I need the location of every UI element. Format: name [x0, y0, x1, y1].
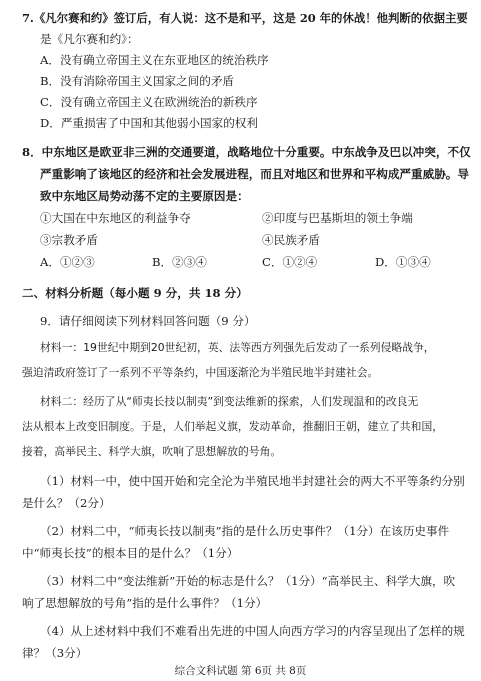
page-footer: 综合文科试题 第 6页 共 8页 — [174, 665, 307, 677]
sub4-line2: 律？（3分） — [22, 646, 88, 660]
sub2-line2: 中“师夷长技”的根本目的是什么？（1分） — [22, 546, 239, 560]
q7-stem-line2: 是《凡尔赛和约》： — [40, 32, 139, 46]
sub3-line2: 响了思想解放的号角”指的是什么事件？（1分） — [22, 596, 268, 610]
material1-line1: 材料一：19世纪中期到20世纪初，英、法等西方列强先后发动了一系列侵略战争， — [40, 341, 435, 354]
q7-stem-line1: 7.《凡尔赛和约》签订后，有人说：这不是和平，这是 20 年的休战！他判断的依据主要 — [22, 11, 468, 25]
q7-option-a: A．没有确立帝国主义在东亚地区的统治秩序 — [40, 53, 269, 67]
sub2-line1: （2）材料二中，“师夷长技以制夷”指的是什么历史事件？（1分）在该历史事件 — [40, 524, 450, 538]
q8-stem-line1: 8．中东地区是欧亚非三洲的交通要道，战略地位十分重要。中东战争及巴以冲突，不仅 — [22, 145, 471, 159]
q8-item-4: ④民族矛盾 — [262, 233, 320, 247]
q8-item-2: ②印度与巴基斯坦的领土争端 — [262, 211, 413, 225]
q8-choice-a: A．①②③ — [40, 255, 95, 269]
material2-line3: 接着，高举民主、科学大旗，吹响了思想解放的号角。 — [22, 445, 282, 458]
sub1-line2: 是什么？（2分） — [22, 496, 111, 510]
sub3-line1: （3）材料二中“变法维新”开始的标志是什么？（1分）“高举民主、科学大旗，吹 — [40, 574, 456, 588]
material2-line1: 材料二：经历了从“师夷长技以制夷”到变法维新的探索，人们发现温和的改良无 — [40, 395, 419, 408]
q8-stem-line3: 致中东地区局势动荡不定的主要原因是： — [40, 189, 249, 203]
q9-stem: 9．请仔细阅读下列材料回答问题（9 分） — [40, 314, 256, 328]
q8-item-1: ①大国在中东地区的利益争夺 — [40, 211, 191, 225]
sub1-line1: （1）材料一中，使中国开始和完全沦为半殖民地半封建社会的两大不平等条约分别 — [40, 474, 465, 488]
section-title: 二、材料分析题（每小题 9 分，共 18 分） — [22, 286, 248, 300]
q7-option-d: D．严重损害了中国和其他弱小国家的权利 — [40, 116, 258, 130]
material2-line2: 法从根本上改变旧制度。于是，人们举起义旗，发动革命，推翻旧王朝，建立了共和国， — [22, 420, 444, 433]
q7-option-b: B．没有消除帝国主义国家之间的矛盾 — [40, 74, 235, 88]
q8-choice-d: D．①③④ — [375, 255, 431, 269]
q8-item-3: ③宗教矛盾 — [40, 233, 98, 247]
q8-choice-c: C．①②④ — [262, 255, 318, 269]
material1-line2: 强迫清政府签订了一系列不平等条约，中国逐渐沦为半殖民地半封建社会。 — [22, 366, 379, 379]
sub4-line1: （4）从上述材料中我们不难看出先进的中国人向西方学习的内容呈现出了怎样的规 — [40, 624, 465, 638]
q8-choice-b: B．②③④ — [152, 255, 207, 269]
q8-stem-line2: 严重影响了该地区的经济和社会发展进程，而且对地区和世界和平构成严重威胁。导 — [40, 167, 469, 181]
q7-option-c: C．没有确立帝国主义在欧洲统治的新秩序 — [40, 95, 258, 109]
